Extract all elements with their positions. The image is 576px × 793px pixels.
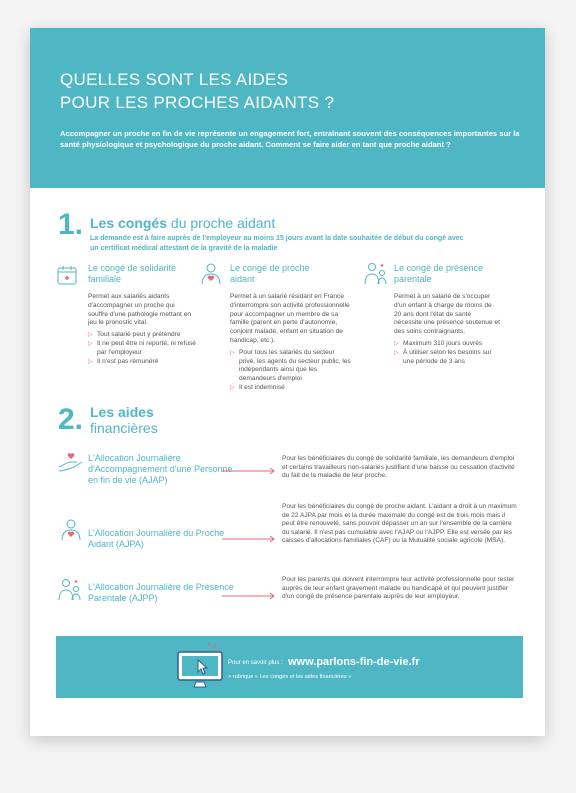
document-page [30,28,545,736]
conge-proche-aidant-body: Permet à un salarié résidant en France d'interrompre son activité professionnelle pour accompagner un membre de sa famille (parent en perte d'autonomie, conjoint malade, enfant en situation de handicap, etc.). ▷ Pour tous les salariés du secteur privé, les agents du secteur public, les indépendants ainsi que les demandeurs d'emploi ▷ Il est indemnisé [230,293,352,393]
section2-title: Les aides financières [90,404,158,436]
arrow-icon [222,469,277,471]
ajap-title: L'Allocation Journalière d'Accompagnement d'une Personne en fin de vie (AJAP) [88,453,233,485]
section2-number: 2. [58,403,84,436]
computer-click-icon [172,640,232,690]
header-banner [30,28,545,188]
page-title: QUELLES SONT LES AIDES POUR LES PROCHES AIDANTS ? [60,70,335,112]
ajpp-title: L'Allocation Journalière de Présence Parentale (AJPP) [88,582,234,603]
conge-solidarite-title: Le congé de solidarité familiale [88,263,177,284]
parent-child-icon [58,578,82,602]
list-item: ▷ Il ne peut être ni reporté, ni refusé par l'employeur [88,340,196,358]
ajpa-description: Pour les bénéficiaires du congé de proche aidant. L'aidant a droit à un maximum de 22 AJPA par mois et la durée maximale du congé est de trois mois mais il peut être renouvelé, sans pouvoir dépasser un an sur l'ensemble de la carrière du salarié. Il n'est pas cumulable avec l'AJAP ou l'AJPP. Elle est versée par les caisses d'allocations familiales (CAF) ou la Mutualité sociale agricole (MSA). [282,503,517,544]
parent-child-icon [364,262,388,286]
caring-hands-icon [58,451,84,473]
list-item: ▷ Pour tous les salariés du secteur privé, les agents du secteur public, les indépendants ainsi que les demandeurs d'emploi [230,349,352,384]
list-item: ▷ Maximum 310 jours ouvrés [394,340,500,349]
heart-person-icon [200,262,222,286]
heart-person-icon [60,518,82,542]
ajpp-description: Pour les parents qui doivent interrompre leur activité professionnelle pour rester auprès de leur enfant gravement malade ou handicapé et qui peuvent justifier d'un congé de présence parentale auprès de leur employeur. [282,576,515,600]
conge-presence-parentale-body: Permet à un salarié de s'occuper d'un enfant à charge de moins de 20 ans dont l'état de santé nécessite une présence soutenue et des soins contraignants. ▷ Maximum 310 jours ouvrés ▷ À utiliser selon les besoins sur une période de 3 ans [394,293,500,366]
conge-solidarite-body: Permet aux salariés aidants d'accompagner un proche qui souffre d'une pathologie mettant en jeu le pronostic vital. ▷ Tout salarié peut y prétendre ▷ Il ne peut être ni reporté, ni refusé par l'employeur ▷ Il n'est pas rémunéré [88,293,196,366]
footer-url-link[interactable]: www.parlons-fin-de-vie.fr [288,656,420,668]
list-item: ▷ À utiliser selon les besoins sur une période de 3 ans [394,349,500,367]
list-item: ▷ Il n'est pas rémunéré [88,358,196,367]
arrow-icon [222,594,277,596]
section1-intro: La demande est à faire auprès de l'employeur au moins 15 jours avant la date souhaitée de début du congé avec un certificat médical attestant de la gravité de la maladie [90,235,464,252]
arrow-icon [222,537,277,539]
header-intro: Accompagner un proche en fin de vie représente un engagement fort, entraînant souvent des conséquences importantes sur la santé physiologique et psychologique du proche aidant. Comment se faire aider en tant que proche aidant ? [60,129,520,149]
section1-title: Les congés du proche aidant [90,215,276,231]
medical-calendar-icon [56,264,78,286]
section1-number: 1. [58,208,84,241]
footer-more-label: Pour en savoir plus : [228,660,283,666]
conge-presence-parentale-title: Le congé de présence parentale [394,263,484,284]
conge-proche-aidant-title: Le congé de proche aidant [230,263,310,284]
ajap-description: Pour les bénéficiaires du congé de solidarité familiale, les demandeurs d'emploi et certains travailleurs non-salariés justifiant d'une baisse ou cessation d'activité du fait de la maladie de leur proche. [282,455,515,479]
list-item: ▷ Tout salarié peut y prétendre [88,331,196,340]
ajpa-title: L'Allocation Journalière du Proche Aidant (AJPA) [88,528,225,549]
footer-rubrique: > rubrique « Les congés et les aides financières » [228,674,352,680]
footer-banner [56,636,523,698]
list-item: ▷ Il est indemnisé [230,384,352,393]
